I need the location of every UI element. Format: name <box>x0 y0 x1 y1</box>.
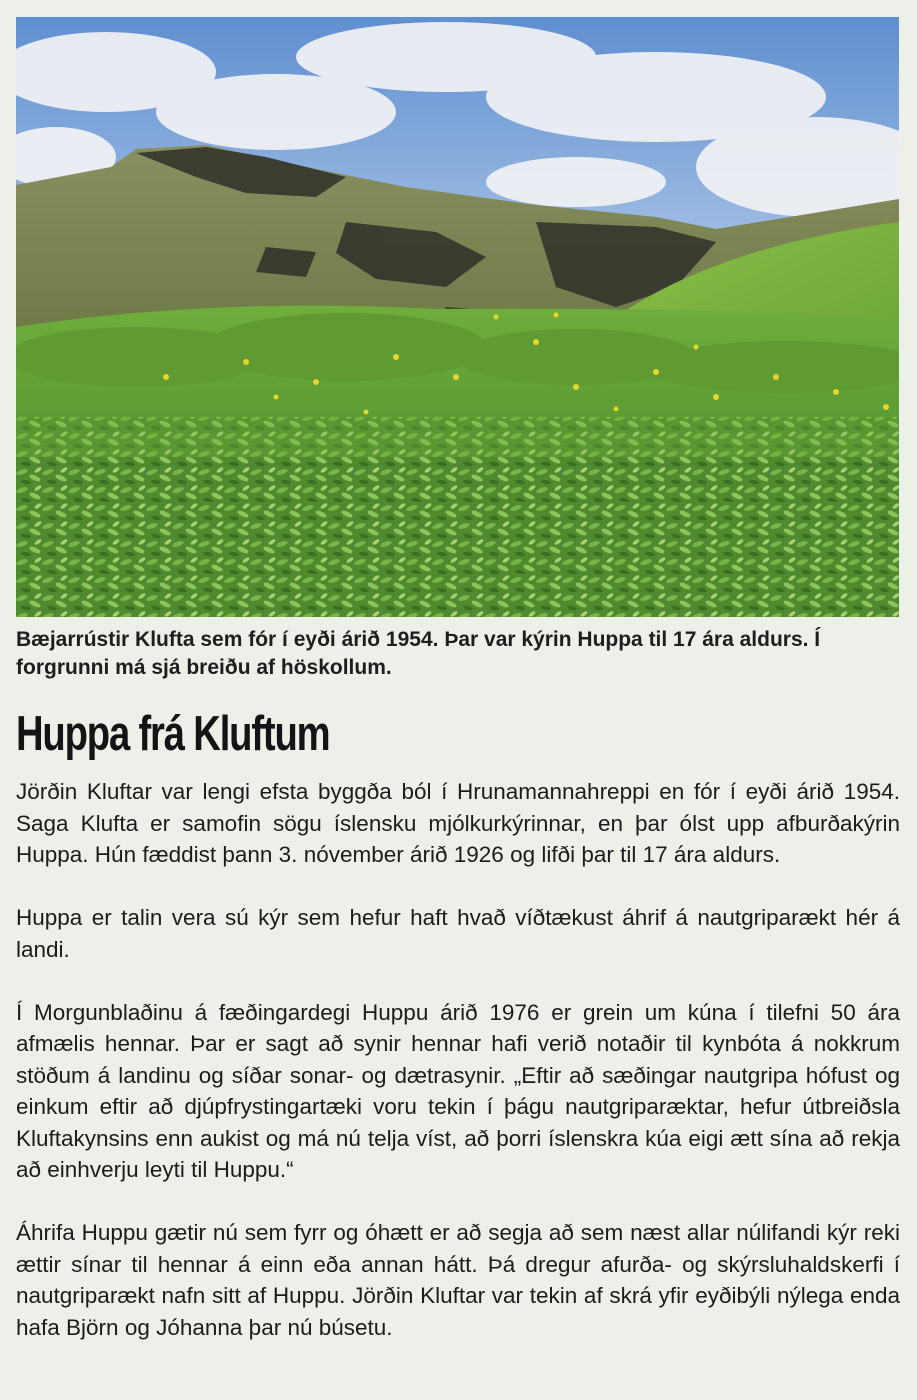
landscape-photo <box>16 17 899 617</box>
paragraph-1: Jörðin Kluftar var lengi efsta byggða ból í Hrunamannahreppi en fór í eyði árið 1954. Saga Klufta er samofin sögu íslensku mjólkurkýrinnar, en þar ólst upp afburðakýrin Huppa. Hún fæddist þann 3. nóvember árið 1926 og lifði þar til 17 ára aldurs. <box>16 779 900 867</box>
paragraph-3: Í Morgunblaðinu á fæðingardegi Huppu árið 1976 er grein um kúna í tilefni 50 ára afmælis hennar. Þar er sagt að synir hennar hafi verið notaðir til kynbóta á nokkrum stöðum á landinu og síðar sonar- og dætrasynir. „Eftir að sæðingar nautgripa hófust og einkum eftir að djúpfrystingartæki voru tekin í þágu nautgriparæktar, hefur útbreiðsla Kluftakynsins enn aukist og má nú telja víst, að þorri íslenskra kúa eigi ætt sína að rekja að einhverju leyti til Huppu.“ <box>16 999 900 1182</box>
photo-caption: Bæjarrústir Klufta sem fór í eyði árið 1954. Þar var kýrin Huppa til 17 ára aldurs. Í forgrunni má sjá breiðu af höskollum. <box>16 628 821 679</box>
paragraph-4: Áhrifa Huppu gætir nú sem fyrr og óhætt er að segja að sem næst allar núlifandi kýr reki ættir sínar til hennar á einn eða annan hátt. Þá dregur afurða- og skýrsluhaldskerfi í nautgriparækt nafn sitt af Huppu. Jörðin Kluftar var tekin af skrá yfir eyðibýli nýlega enda hafa Björn og Jóhanna þar nú búsetu. <box>16 1220 900 1340</box>
article-title: Huppa frá Kluftum <box>16 707 330 761</box>
paragraph-2: Huppa er talin vera sú kýr sem hefur haft hvað víðtækust áhrif á nautgriparækt hér á landi. <box>16 905 900 962</box>
article-body <box>16 776 900 1375</box>
